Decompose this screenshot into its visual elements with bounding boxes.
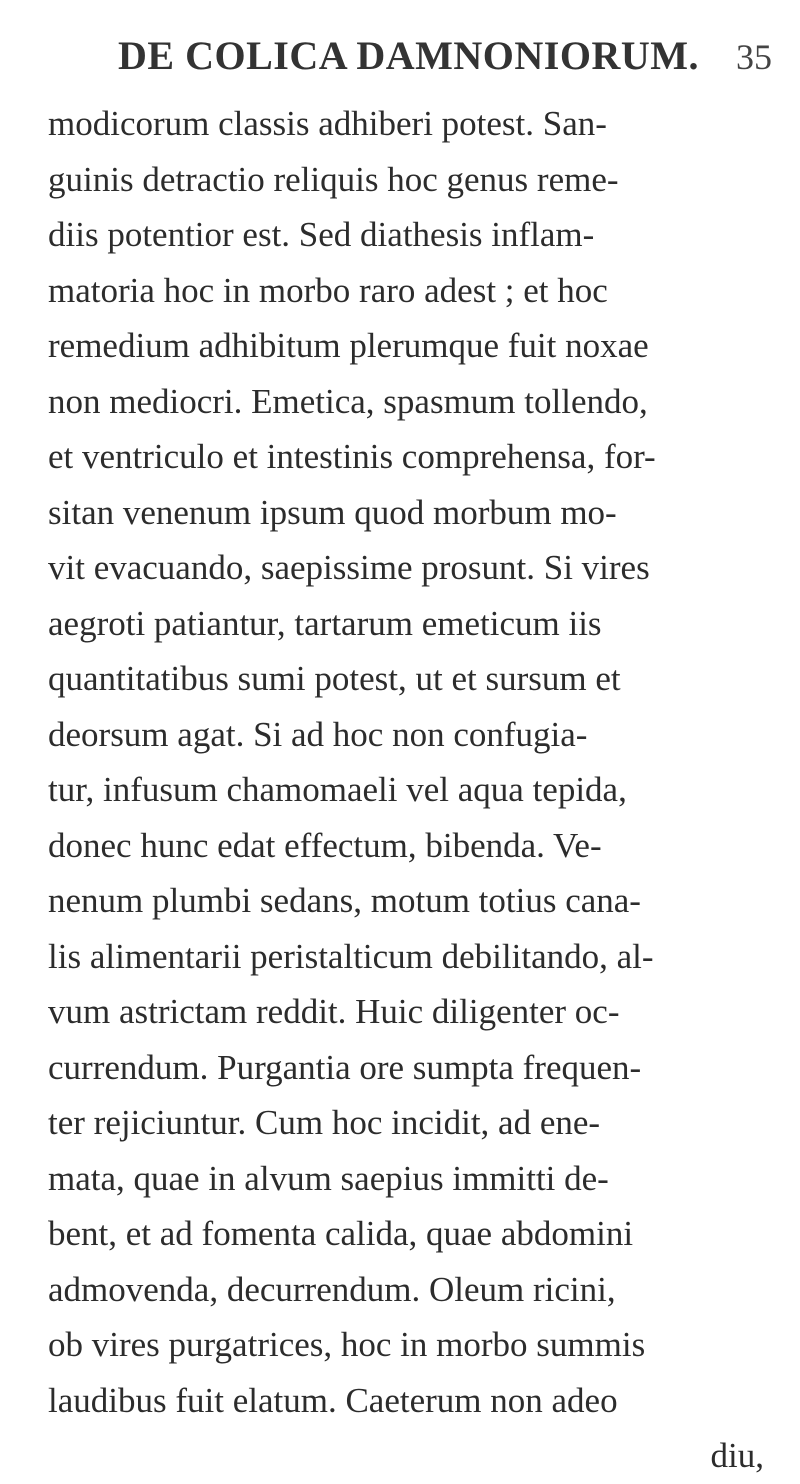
text-line: aegroti patiantur, tartarum emeticum iis (48, 603, 602, 643)
text-line: ter rejiciuntur. Cum hoc incidit, ad ene- (48, 1103, 601, 1142)
text-line: laudibus fuit elatum. Caeterum non adeo (48, 1380, 618, 1420)
text-line: matoria hoc in morbo raro adest ; et hoc (48, 270, 608, 310)
text-line: nenum plumbi sedans, motum totius cana- (48, 881, 641, 920)
running-title: DE COLICA DAMNONIORUM. (118, 33, 699, 78)
text-line: tur, infusum chamomaeli vel aqua tepida, (48, 770, 627, 809)
text-line: mata, quae in alvum saepius immitti de- (48, 1158, 609, 1198)
text-line: donec hunc edat effectum, bibenda. Ve- (48, 825, 602, 865)
text-line: quantitatibus sumi potest, ut et sursum et (48, 659, 621, 698)
text-line: vum astrictam reddit. Huic diligenter oc- (48, 992, 620, 1031)
text-line: ob vires purgatrices, hoc in morbo summis (48, 1325, 646, 1364)
text-line: diis potentior est. Sed diathesis inflam- (48, 215, 595, 254)
text-line: sitan venenum ipsum quod morbum mo- (48, 492, 617, 532)
page-number: 35 (736, 37, 772, 77)
text-line: et ventriculo et intestinis comprehensa, for- (48, 437, 656, 476)
body-text (48, 96, 770, 1484)
text-line: non mediocri. Emetica, spasmum tollendo, (48, 381, 648, 421)
text-line: remedium adhibitum plerumque fuit noxae (48, 326, 649, 365)
text-line: currendum. Purgantia ore sumpta frequen- (48, 1047, 642, 1087)
page-header (118, 26, 772, 86)
text-line: admovenda, decurrendum. Oleum ricini, (48, 1269, 616, 1309)
text-line: guinis detractio reliquis hoc genus reme- (48, 159, 619, 199)
text-line: lis alimentarii peristalticum debilitando, al- (48, 936, 654, 976)
text-line: bent, et ad fomenta calida, quae abdomini (48, 1214, 634, 1253)
text-line: deorsum agat. Si ad hoc non confugia- (48, 714, 588, 754)
text-line: modicorum classis adhiberi potest. San- (48, 104, 607, 143)
catchword: diu, (710, 1436, 764, 1475)
text-line: vit evacuando, saepissime prosunt. Si vires (48, 548, 650, 587)
